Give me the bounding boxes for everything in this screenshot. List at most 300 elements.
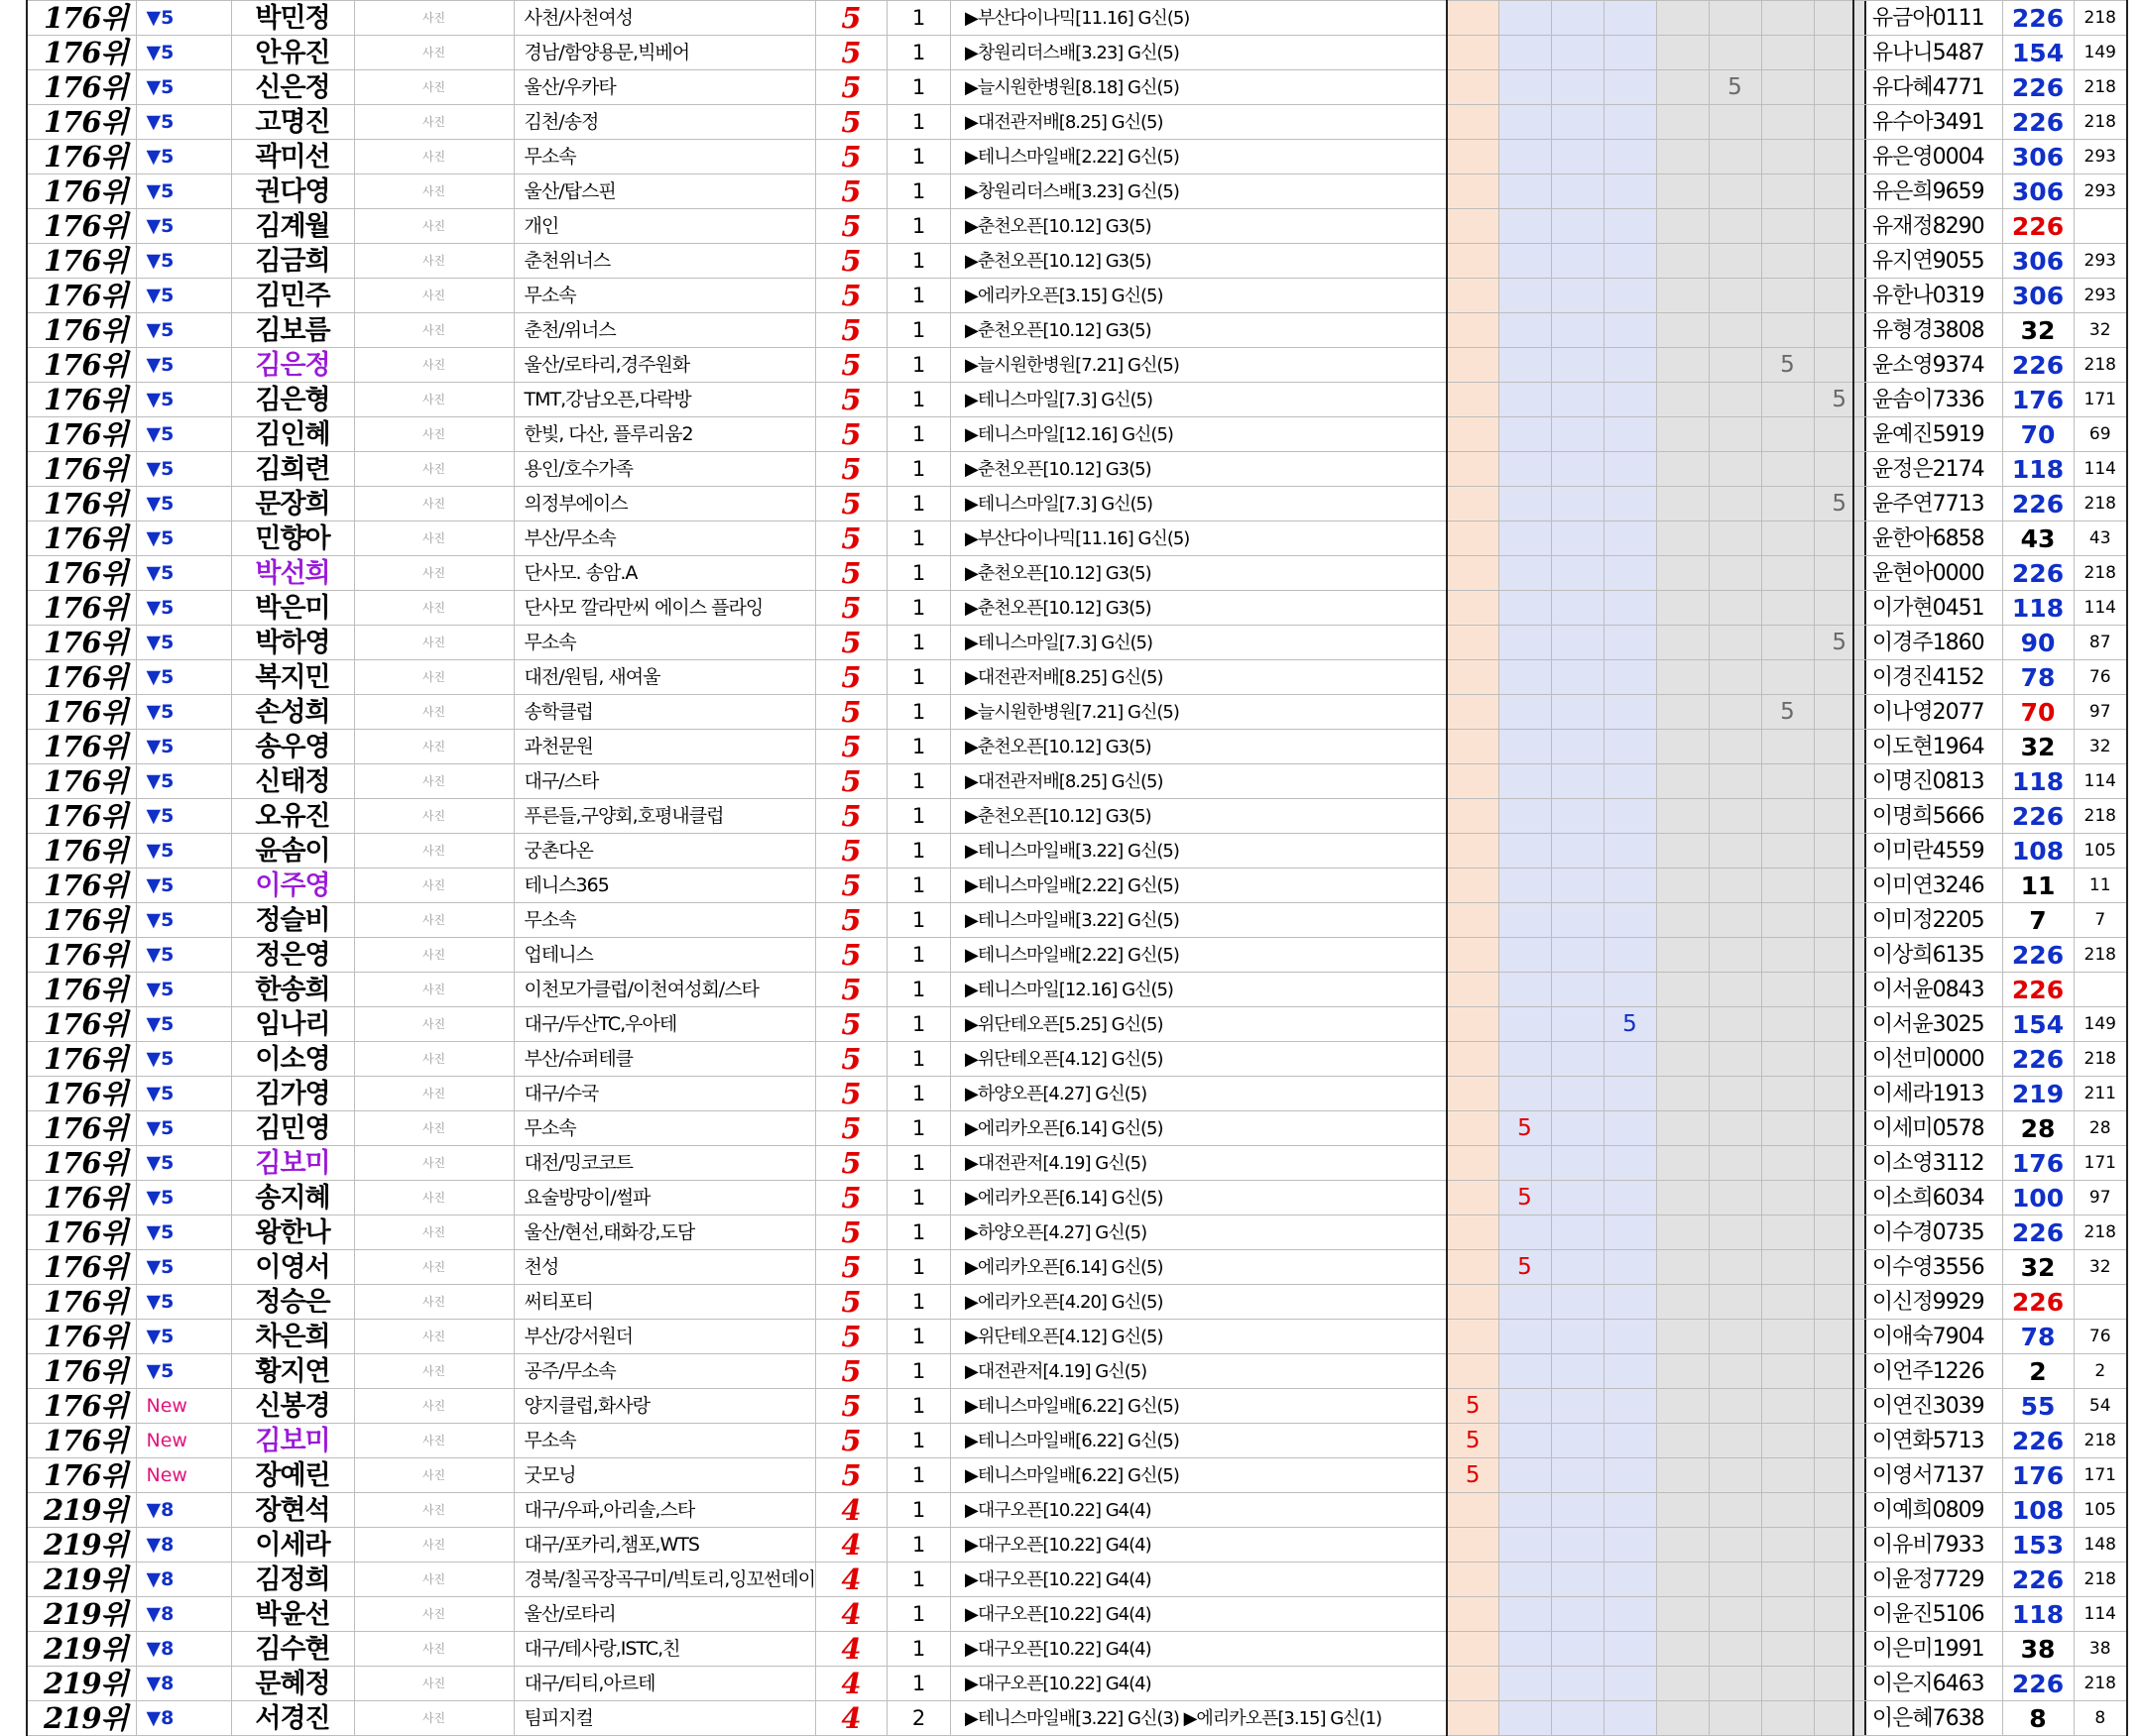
ranking-row xyxy=(27,348,1477,383)
grid-cell xyxy=(1604,1042,1656,1077)
grid-cell xyxy=(1604,1181,1656,1215)
rank-cell: 176위 xyxy=(27,70,136,105)
grid-cell xyxy=(1709,487,1761,521)
ranking-row xyxy=(27,1528,1477,1562)
rank-change: ▼5 xyxy=(136,105,231,140)
club-cell: 무소속 xyxy=(514,1424,816,1458)
count-cell: 1 xyxy=(888,1528,951,1562)
player-name: 김희련 xyxy=(231,452,354,487)
grid-cell xyxy=(1604,1632,1656,1667)
player-name: 김보미 xyxy=(231,1146,354,1181)
photo-link[interactable]: 사진 xyxy=(354,799,514,834)
photo-link[interactable]: 사진 xyxy=(354,1181,514,1215)
member-row xyxy=(1853,174,2127,209)
grid-cell xyxy=(1656,1354,1709,1389)
photo-link[interactable]: 사진 xyxy=(354,1493,514,1528)
photo-link[interactable]: 사진 xyxy=(354,1458,514,1493)
club-cell: 대전/밍코코트 xyxy=(514,1146,816,1181)
ranking-row xyxy=(27,1562,1477,1597)
grid-row xyxy=(1447,1597,1865,1632)
grid-cell xyxy=(1551,1701,1604,1736)
member-id: 유수아3491 xyxy=(1853,105,2002,140)
rank-change: ▼8 xyxy=(136,1597,231,1632)
photo-link[interactable]: 사진 xyxy=(354,938,514,973)
club-cell: 대구/우파,아리솔,스타 xyxy=(514,1493,816,1528)
club-cell: 대구/포카리,챔포,WTS xyxy=(514,1528,816,1562)
club-cell: 대구/두산TC,우아테 xyxy=(514,1007,816,1042)
grid-cell xyxy=(1447,105,1498,140)
ranking-row xyxy=(27,1493,1477,1528)
player-name: 황지연 xyxy=(231,1354,354,1389)
rank-cell: 176위 xyxy=(27,452,136,487)
player-name: 정은영 xyxy=(231,938,354,973)
grid-cell: 5 xyxy=(1814,487,1865,521)
rank-change: ▼5 xyxy=(136,1250,231,1285)
grid-cell xyxy=(1604,279,1656,313)
photo-link[interactable]: 사진 xyxy=(354,70,514,105)
member-row xyxy=(1853,1354,2127,1389)
member-points: 55 xyxy=(2002,1389,2074,1424)
grid-cell xyxy=(1447,244,1498,279)
photo-link[interactable]: 사진 xyxy=(354,36,514,70)
grid-cell xyxy=(1447,1632,1498,1667)
photo-link[interactable]: 사진 xyxy=(354,556,514,591)
member-row xyxy=(1853,1146,2127,1181)
member-id: 이수영3556 xyxy=(1853,1250,2002,1285)
score-cell: 5 xyxy=(816,1250,888,1285)
grid-cell xyxy=(1604,1597,1656,1632)
grid-cell xyxy=(1447,903,1498,938)
grid-row xyxy=(1447,209,1865,244)
grid-cell xyxy=(1498,1493,1551,1528)
count-cell: 1 xyxy=(888,660,951,695)
history-cell: ▶춘천오픈[10.12] G3(5) xyxy=(951,244,1477,279)
grid-cell xyxy=(1656,105,1709,140)
photo-link[interactable]: 사진 xyxy=(354,730,514,764)
grid-cell xyxy=(1498,1389,1551,1424)
rank-change: New xyxy=(136,1458,231,1493)
grid-cell xyxy=(1498,70,1551,105)
club-cell: 사천/사천여성 xyxy=(514,1,816,36)
score-cell: 5 xyxy=(816,903,888,938)
photo-link[interactable]: 사진 xyxy=(354,1285,514,1320)
history-cell: ▶대구오픈[10.22] G4(4) xyxy=(951,1597,1477,1632)
grid-cell xyxy=(1656,1007,1709,1042)
grid-cell xyxy=(1498,1042,1551,1077)
photo-link[interactable]: 사진 xyxy=(354,903,514,938)
grid-row xyxy=(1447,1458,1865,1493)
photo-link[interactable]: 사진 xyxy=(354,383,514,417)
grid-cell xyxy=(1709,1042,1761,1077)
photo-link[interactable]: 사진 xyxy=(354,452,514,487)
history-cell: ▶테니스마일[12.16] G신(5) xyxy=(951,417,1477,452)
photo-link[interactable]: 사진 xyxy=(354,1389,514,1424)
grid-cell xyxy=(1447,1146,1498,1181)
grid-cell xyxy=(1551,140,1604,174)
photo-link[interactable]: 사진 xyxy=(354,1632,514,1667)
member-points: 176 xyxy=(2002,1458,2074,1493)
grid-cell xyxy=(1447,660,1498,695)
player-name: 차은희 xyxy=(231,1320,354,1354)
score-cell: 5 xyxy=(816,1285,888,1320)
club-cell: 부산/강서원더 xyxy=(514,1320,816,1354)
grid-cell xyxy=(1709,348,1761,383)
ranking-row xyxy=(27,695,1477,730)
grid-cell xyxy=(1498,695,1551,730)
grid-row xyxy=(1447,452,1865,487)
grid-row xyxy=(1447,36,1865,70)
grid-cell: 5 xyxy=(1498,1111,1551,1146)
grid-cell xyxy=(1447,695,1498,730)
member-row xyxy=(1853,764,2127,799)
member-rank: 69 xyxy=(2074,417,2127,452)
history-cell: ▶테니스마일배[3.22] G신(5) xyxy=(951,903,1477,938)
photo-link[interactable]: 사진 xyxy=(354,174,514,209)
count-cell: 1 xyxy=(888,1597,951,1632)
player-name: 김은형 xyxy=(231,383,354,417)
member-points: 226 xyxy=(2002,1424,2074,1458)
member-rank: 218 xyxy=(2074,1424,2127,1458)
photo-link[interactable]: 사진 xyxy=(354,1215,514,1250)
grid-cell xyxy=(1551,174,1604,209)
grid-cell xyxy=(1447,1007,1498,1042)
club-cell: 의정부에이스 xyxy=(514,487,816,521)
member-points: 32 xyxy=(2002,313,2074,348)
member-row xyxy=(1853,1250,2127,1285)
member-rank xyxy=(2074,209,2127,244)
ranking-row xyxy=(27,209,1477,244)
grid-cell xyxy=(1709,1077,1761,1111)
score-cell: 5 xyxy=(816,626,888,660)
grid-cell xyxy=(1604,1528,1656,1562)
grid-cell xyxy=(1498,591,1551,626)
grid-cell xyxy=(1709,973,1761,1007)
score-cell: 5 xyxy=(816,313,888,348)
score-cell: 4 xyxy=(816,1597,888,1632)
grid-cell xyxy=(1709,591,1761,626)
grid-cell xyxy=(1498,626,1551,660)
member-points: 43 xyxy=(2002,521,2074,556)
grid-cell xyxy=(1447,591,1498,626)
member-points: 226 xyxy=(2002,1562,2074,1597)
rank-change: ▼8 xyxy=(136,1701,231,1736)
member-rank: 149 xyxy=(2074,1007,2127,1042)
member-rank: 76 xyxy=(2074,1320,2127,1354)
member-row xyxy=(1853,244,2127,279)
ranking-row xyxy=(27,1285,1477,1320)
grid-cell xyxy=(1604,70,1656,105)
member-id: 윤정은2174 xyxy=(1853,452,2002,487)
grid-cell xyxy=(1551,417,1604,452)
photo-link[interactable]: 사진 xyxy=(354,1354,514,1389)
grid-cell xyxy=(1447,313,1498,348)
grid-cell xyxy=(1709,1632,1761,1667)
club-cell: TMT,강남오픈,다락방 xyxy=(514,383,816,417)
player-name: 임나리 xyxy=(231,1007,354,1042)
history-cell: ▶춘천오픈[10.12] G3(5) xyxy=(951,209,1477,244)
count-cell: 1 xyxy=(888,417,951,452)
ranking-row xyxy=(27,626,1477,660)
rank-cell: 176위 xyxy=(27,1285,136,1320)
grid-row xyxy=(1447,348,1865,383)
rank-change: ▼5 xyxy=(136,1354,231,1389)
history-cell: ▶에리카오픈[4.20] G신(5) xyxy=(951,1285,1477,1320)
ranking-row xyxy=(27,105,1477,140)
photo-link[interactable]: 사진 xyxy=(354,1250,514,1285)
grid-cell xyxy=(1551,799,1604,834)
club-cell: 부산/슈퍼테클 xyxy=(514,1042,816,1077)
photo-link[interactable]: 사진 xyxy=(354,834,514,868)
grid-cell xyxy=(1604,174,1656,209)
member-points: 226 xyxy=(2002,105,2074,140)
history-cell: ▶춘천오픈[10.12] G3(5) xyxy=(951,452,1477,487)
photo-link[interactable]: 사진 xyxy=(354,1528,514,1562)
grid-cell xyxy=(1604,1111,1656,1146)
photo-link[interactable]: 사진 xyxy=(354,1,514,36)
rank-cell: 176위 xyxy=(27,1111,136,1146)
club-cell: 춘천/위너스 xyxy=(514,313,816,348)
photo-link[interactable]: 사진 xyxy=(354,868,514,903)
grid-row xyxy=(1447,1632,1865,1667)
grid-cell xyxy=(1709,383,1761,417)
grid-cell xyxy=(1447,868,1498,903)
history-cell: ▶대구오픈[10.22] G4(4) xyxy=(951,1562,1477,1597)
grid-cell xyxy=(1604,660,1656,695)
player-name: 손성희 xyxy=(231,695,354,730)
ranking-row xyxy=(27,313,1477,348)
grid-cell xyxy=(1761,1250,1814,1285)
photo-link[interactable]: 사진 xyxy=(354,1597,514,1632)
rank-cell: 219위 xyxy=(27,1597,136,1632)
photo-link[interactable]: 사진 xyxy=(354,626,514,660)
player-name: 민향아 xyxy=(231,521,354,556)
rank-change: ▼5 xyxy=(136,903,231,938)
player-name: 복지민 xyxy=(231,660,354,695)
photo-link[interactable]: 사진 xyxy=(354,1667,514,1701)
player-name: 이세라 xyxy=(231,1528,354,1562)
grid-cell xyxy=(1761,1,1814,36)
grid-row xyxy=(1447,1493,1865,1528)
grid-cell xyxy=(1604,626,1656,660)
grid-cell xyxy=(1551,660,1604,695)
player-name: 신봉경 xyxy=(231,1389,354,1424)
member-id: 이윤진5106 xyxy=(1853,1597,2002,1632)
ranking-row xyxy=(27,1701,1477,1736)
grid-cell xyxy=(1709,1424,1761,1458)
member-row xyxy=(1853,556,2127,591)
member-id: 이애숙7904 xyxy=(1853,1320,2002,1354)
photo-link[interactable]: 사진 xyxy=(354,1146,514,1181)
photo-link[interactable]: 사진 xyxy=(354,764,514,799)
ranking-row xyxy=(27,868,1477,903)
grid-cell xyxy=(1761,1215,1814,1250)
count-cell: 1 xyxy=(888,730,951,764)
history-cell: ▶늘시원한병원[7.21] G신(5) xyxy=(951,695,1477,730)
score-cell: 5 xyxy=(816,1320,888,1354)
grid-cell xyxy=(1761,140,1814,174)
history-cell: ▶테니스마일배[6.22] G신(5) xyxy=(951,1389,1477,1424)
photo-link[interactable]: 사진 xyxy=(354,348,514,383)
photo-link[interactable]: 사진 xyxy=(354,1701,514,1736)
rank-cell: 176위 xyxy=(27,1250,136,1285)
grid-cell xyxy=(1709,313,1761,348)
grid-cell xyxy=(1709,938,1761,973)
member-points: 90 xyxy=(2002,626,2074,660)
grid-cell xyxy=(1498,487,1551,521)
member-id: 이유비7933 xyxy=(1853,1528,2002,1562)
grid-cell xyxy=(1551,1597,1604,1632)
member-row xyxy=(1853,417,2127,452)
photo-link[interactable]: 사진 xyxy=(354,1007,514,1042)
ranking-row xyxy=(27,556,1477,591)
grid-cell xyxy=(1761,105,1814,140)
grid-cell xyxy=(1604,348,1656,383)
grid-cell xyxy=(1656,348,1709,383)
member-points: 226 xyxy=(2002,1215,2074,1250)
club-cell: 무소속 xyxy=(514,626,816,660)
grid-cell xyxy=(1551,730,1604,764)
grid-cell xyxy=(1656,868,1709,903)
member-row xyxy=(1853,1632,2127,1667)
grid-cell xyxy=(1709,279,1761,313)
photo-link[interactable]: 사진 xyxy=(354,487,514,521)
count-cell: 1 xyxy=(888,209,951,244)
score-cell: 5 xyxy=(816,1146,888,1181)
grid-cell xyxy=(1656,1250,1709,1285)
member-row xyxy=(1853,1181,2127,1215)
photo-link[interactable]: 사진 xyxy=(354,521,514,556)
grid-cell xyxy=(1604,1424,1656,1458)
grid-cell xyxy=(1709,1111,1761,1146)
member-rank: 218 xyxy=(2074,799,2127,834)
grid-row xyxy=(1447,1181,1865,1215)
grid-row xyxy=(1447,140,1865,174)
member-row xyxy=(1853,209,2127,244)
rank-cell: 176위 xyxy=(27,36,136,70)
score-cell: 5 xyxy=(816,521,888,556)
grid-cell xyxy=(1709,1562,1761,1597)
count-cell: 1 xyxy=(888,452,951,487)
grid-cell xyxy=(1709,903,1761,938)
grid-cell xyxy=(1551,279,1604,313)
photo-link[interactable]: 사진 xyxy=(354,695,514,730)
photo-link[interactable]: 사진 xyxy=(354,973,514,1007)
history-cell: ▶창원리더스배[3.23] G신(5) xyxy=(951,36,1477,70)
grid-cell xyxy=(1447,1250,1498,1285)
score-cell: 5 xyxy=(816,730,888,764)
grid-cell xyxy=(1447,1562,1498,1597)
history-cell: ▶춘천오픈[10.12] G3(5) xyxy=(951,799,1477,834)
grid-cell xyxy=(1551,313,1604,348)
member-points: 226 xyxy=(2002,1,2074,36)
rank-change: ▼5 xyxy=(136,556,231,591)
member-rank: 293 xyxy=(2074,140,2127,174)
club-cell: 부산/무소속 xyxy=(514,521,816,556)
grid-cell xyxy=(1656,1389,1709,1424)
rank-cell: 176위 xyxy=(27,417,136,452)
photo-link[interactable]: 사진 xyxy=(354,1111,514,1146)
rank-change: ▼5 xyxy=(136,348,231,383)
photo-link[interactable]: 사진 xyxy=(354,1424,514,1458)
member-row xyxy=(1853,591,2127,626)
photo-link[interactable]: 사진 xyxy=(354,1320,514,1354)
member-rank: 28 xyxy=(2074,1111,2127,1146)
count-cell: 1 xyxy=(888,938,951,973)
club-cell: 양지클럽,화사랑 xyxy=(514,1389,816,1424)
grid-cell xyxy=(1656,1458,1709,1493)
photo-link[interactable]: 사진 xyxy=(354,313,514,348)
photo-link[interactable]: 사진 xyxy=(354,1042,514,1077)
player-name: 곽미선 xyxy=(231,140,354,174)
grid-row xyxy=(1447,1354,1865,1389)
photo-link[interactable]: 사진 xyxy=(354,279,514,313)
grid-cell xyxy=(1604,556,1656,591)
player-name: 박은미 xyxy=(231,591,354,626)
grid-cell xyxy=(1447,70,1498,105)
photo-link[interactable]: 사진 xyxy=(354,105,514,140)
club-cell: 울산/로타리,경주원화 xyxy=(514,348,816,383)
photo-link[interactable]: 사진 xyxy=(354,209,514,244)
member-points: 8 xyxy=(2002,1701,2074,1736)
history-cell: ▶춘천오픈[10.12] G3(5) xyxy=(951,556,1477,591)
club-cell: 써티포티 xyxy=(514,1285,816,1320)
grid-row xyxy=(1447,383,1865,417)
member-id: 이세미0578 xyxy=(1853,1111,2002,1146)
photo-link[interactable]: 사진 xyxy=(354,140,514,174)
member-id: 이서윤0843 xyxy=(1853,973,2002,1007)
member-rank: 218 xyxy=(2074,105,2127,140)
player-name: 이주영 xyxy=(231,868,354,903)
history-cell: ▶춘천오픈[10.12] G3(5) xyxy=(951,313,1477,348)
member-points: 226 xyxy=(2002,799,2074,834)
ranking-row xyxy=(27,1,1477,36)
grid-cell xyxy=(1604,1285,1656,1320)
member-rank: 76 xyxy=(2074,660,2127,695)
member-id: 이수경0735 xyxy=(1853,1215,2002,1250)
score-cell: 5 xyxy=(816,244,888,279)
rank-change: ▼5 xyxy=(136,383,231,417)
member-row xyxy=(1853,1007,2127,1042)
grid-cell xyxy=(1498,556,1551,591)
grid-cell xyxy=(1761,1389,1814,1424)
member-row xyxy=(1853,521,2127,556)
count-cell: 1 xyxy=(888,174,951,209)
photo-link[interactable]: 사진 xyxy=(354,417,514,452)
grid-cell xyxy=(1761,1285,1814,1320)
grid-cell xyxy=(1551,1,1604,36)
member-points: 118 xyxy=(2002,764,2074,799)
count-cell: 1 xyxy=(888,1424,951,1458)
count-cell: 1 xyxy=(888,1181,951,1215)
member-rank xyxy=(2074,973,2127,1007)
grid-cell xyxy=(1447,1528,1498,1562)
photo-link[interactable]: 사진 xyxy=(354,244,514,279)
grid-cell xyxy=(1761,626,1814,660)
member-id: 이나영2077 xyxy=(1853,695,2002,730)
photo-link[interactable]: 사진 xyxy=(354,1562,514,1597)
photo-link[interactable]: 사진 xyxy=(354,660,514,695)
photo-link[interactable]: 사진 xyxy=(354,1077,514,1111)
photo-link[interactable]: 사진 xyxy=(354,591,514,626)
history-cell: ▶대구오픈[10.22] G4(4) xyxy=(951,1528,1477,1562)
grid-cell xyxy=(1761,660,1814,695)
rank-cell: 176위 xyxy=(27,1007,136,1042)
count-cell: 1 xyxy=(888,1320,951,1354)
grid-cell xyxy=(1604,1146,1656,1181)
member-rank: 148 xyxy=(2074,1528,2127,1562)
member-points: 118 xyxy=(2002,452,2074,487)
rank-cell: 176위 xyxy=(27,1354,136,1389)
